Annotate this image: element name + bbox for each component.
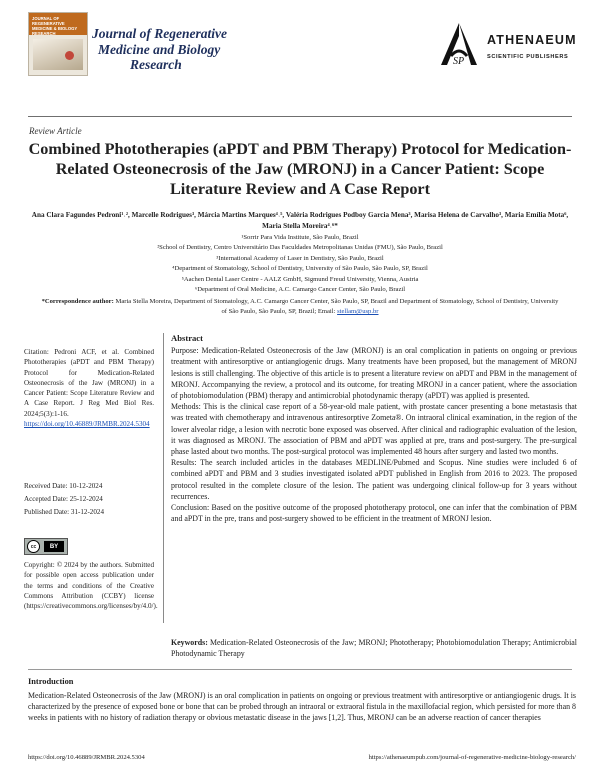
column-divider [163,333,164,623]
affiliation-3: ³International Academy of Laser in Dentistry, São Paulo, Brazil [216,254,384,262]
abstract-conclusion: Conclusion: Based on the positive outcome of the proposed phototherapy protocol, one can infer that the combination of PBM and aPDT in the pre, trans and post-surgery showed to be efficient in the treatment of MRONJ lesion. [171,503,577,524]
intro-divider [28,669,572,670]
journal-cover-image [28,12,88,76]
keywords-label: Keywords: [171,638,208,647]
svg-text:SP: SP [453,56,465,66]
article-type-label: Review Article [29,126,82,136]
journal-title-line-2: Medicine and Biology [98,41,221,57]
correspondence-label: *Correspondence author: [41,298,114,305]
by-icon: BY [44,541,64,552]
journal-title-line-3: Research [130,57,182,72]
article-title: Combined Phototherapies (aPDT and PBM Therapy) Protocol for Medication-Related Osteonecrosis of the Jaw (MRONJ) in a Cancer Patient: Scope Literature Review and A Case Report [28,140,572,198]
journal-title [92,26,262,73]
affiliation-list [28,233,572,295]
citation-text: Citation: Pedroni ACF, et al. Combined Phototherapies (aPDT and PBM Therapy) Protocol for Medication-Related Osteonecrosis of the Jaw (MRONJ) in a Cancer Patient: Scope Literature Review and A Case Report. J Reg Med Biol Res. 2024;5(3):1-16. [24,348,154,418]
publisher-subtitle: SCIENTIFIC PUBLISHERS [487,54,569,60]
correspondence [40,297,560,318]
correspondence-text: Maria Stella Moreira, Department of Stomatology, A.C. Camargo Cancer Center, São Paulo, SP, Brazil and Department of Stomatology, School of Dentistry, University of São Paulo, São Paulo, SP, Brazil; Email: [113,298,559,316]
header-divider [28,116,572,117]
cover-dot [65,51,74,60]
abstract-methods: Methods: This is the clinical case report of a 58-year-old male patient, with prostate cancer presenting a bone metastasis that was treated with chemotherapy and intravenous antiresorptive Zometa®. On intraoral clinical examination, in the region of the lower alveolar ridge, a lesion with necrotic bone exposed was observed. After clinical and radiographic evaluation of the lesion, it was diagnosed as MRONJ. The association of PBM and aPDT was applied at pre, trans and post-surgery. The pre-surgical phase lasted about two months. The post-surgical protocol was implemented 48 hours after surgery and lasted two months. [171,402,577,457]
journal-title-line-1: Journal of Regenerative [92,26,227,41]
affiliation-4: ⁴Department of Stomatology, School of Dentistry, University of São Paulo, São Paulo, SP, Brazil [172,265,428,273]
abstract-purpose: Purpose: Medication-Related Osteonecrosis of the Jaw (MRONJ) is an oral complication in patients on ongoing or previous treatment with antiresorptive or antiangiogenic drugs. Many treatments have been proposed, but the management of MRONJ lesions is still challenging. The objective of this article is to present a literature review on aPDT and PBM in the management of MRONJ. Accompanying the review, a protocol and its outcome, for treating MRONJ in a cancer patient, where the association of photobiomodulation (PBM) therapy and antimicrobial photodynamic therapy (aPDT) was applied is presented. [171,346,577,401]
affiliation-1: ¹Sorrir Para Vida Institute, São Paulo, Brazil [241,234,359,241]
dates-block [24,480,158,519]
author-list: Ana Clara Fagundes Pedroni¹˒², Marcelle Rodrigues³, Márcia Martins Marques⁴˒⁵, Valéria Rodrigues Podboy Garcia Mena³, Marisa Helena de Carvalho³, Maria Emília Mota⁶, Maria Stella Moreira⁴˒⁶* [31,211,569,230]
footer-journal-url[interactable]: https://athenaeumpub.com/journal-of-regenerative-medicine-biology-research/ [368,754,576,761]
publisher-name: ATHENAEUM [487,33,577,47]
abstract-results: Results: The search included articles in the databases MEDLINE/Pubmed and Scopus. Nine studies were included 6 of combined aPDT and PBM and 3 studies investigated isolated aPDT published in English from 2016 to 2023. The proposed protocol resulted in the complete closure of the lesion. The patient was undergoing clinical follow-up for 3 years without recurrences. [171,458,577,501]
affiliation-5: ⁵Aachen Dental Laser Centre - AALZ GmbH, Sigmund Freud University, Vienna, Austria [181,275,419,283]
abstract-section [171,333,577,524]
cover-photo [33,39,83,70]
cc-icon: cc [27,540,40,553]
introduction-text: Medication-Related Osteonecrosis of the Jaw (MRONJ) is an oral complication in patients on ongoing or previous treatment with antiresorptive or antiangiogenic drugs. It is characterized by the presence of exposed bone or bone that can be probed through an intraoral or extraoral fistula in the maxillofacial region, which persisted for more than 8 weeks in patients with no history of radiation therapy or obvious metastatic disease in the jaws [1,2]. Thus, MRONJ can be an adverse reaction of cancer therapies [28,691,576,723]
accepted-date: Accepted Date: 25-12-2024 [24,495,103,503]
athenaeum-logo-icon [437,22,482,66]
affiliation-6: ⁶Department of Oral Medicine, A.C. Camargo Cancer Center, São Paulo, Brazil [194,286,406,294]
affiliation-2: ²School of Dentistry, Centro Universitário Das Faculdades Metropolitanas Unidas (FMU), São Paulo, Brazil [157,244,443,252]
cc-by-license-badge[interactable] [24,538,68,555]
abstract-heading: Abstract [171,333,203,343]
correspondence-email-link[interactable]: stellam@usp.br [337,308,379,316]
introduction-heading: Introduction [28,677,74,686]
keywords [171,637,577,659]
journal-cover-text: JOURNAL OF REGENERATIVE MEDICINE & BIOLOGY RESEARCH [32,16,78,36]
keywords-text: Medication-Related Osteonecrosis of the Jaw; MRONJ; Phototherapy; Photobiomodulation Therapy; Antimicrobial Photodynamic Therapy [171,638,577,659]
citation-block [24,347,154,429]
doi-link[interactable]: https://doi.org/10.46889/JRMBR.2024.5304 [24,420,150,429]
footer-doi[interactable]: https://doi.org/10.46889/JRMBR.2024.5304 [28,754,145,761]
copyright-notice: Copyright: © 2024 by the authors. Submitted for possible open access publication under the terms and conditions of the Creative Commons Attribution (CCBY) license (https://creativecommons.org/licenses/by/4.0/). [24,561,158,611]
received-date: Received Date: 10-12-2024 [24,482,103,490]
published-date: Published Date: 31-12-2024 [24,508,104,516]
